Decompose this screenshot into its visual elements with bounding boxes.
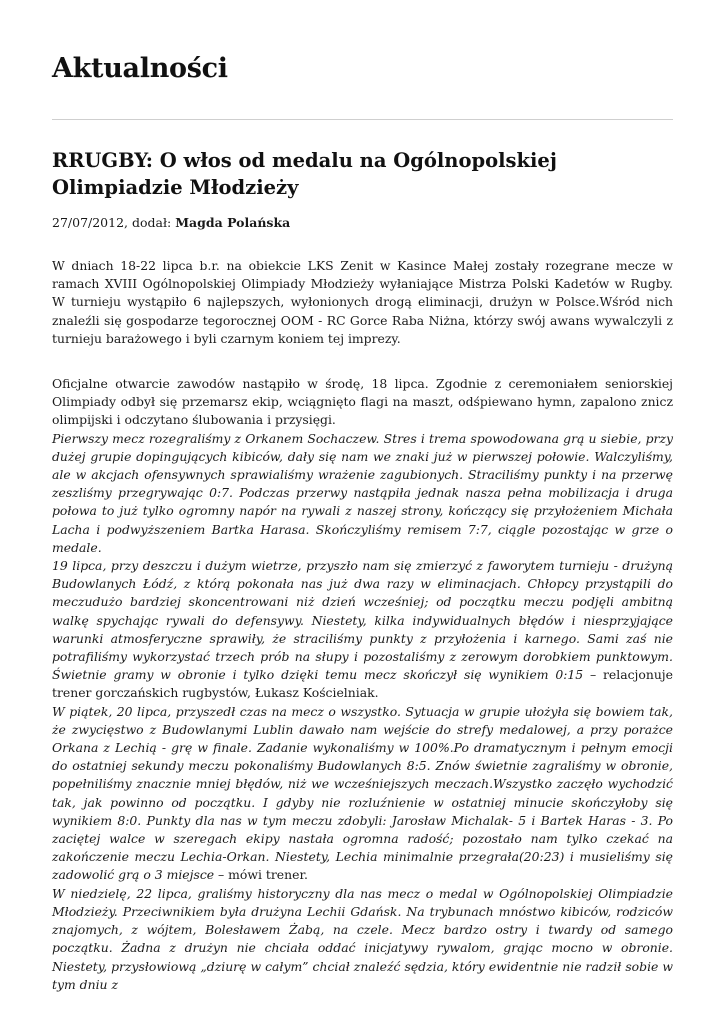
paragraph xyxy=(52,557,673,703)
paragraph xyxy=(52,703,673,885)
paragraph xyxy=(52,430,673,557)
quote: W niedzielę, 22 lipca, graliśmy historyczny dla nas mecz o medal w Ogólnopolskiej Olimpiadzie Młodzieży. Przeciwnikiem była drużyna Lechii Gdańsk. Na trybunach mnóstwo kibiców, rodziców znajomych, z wójtem, Bolesławem Żabą, na czele. Mecz bardzo ostry i twardy od samego początku. Żadna z drużyn nie chciała oddać inicjatywy rywalom, grając mocno w obronie. Niestety, przysłowiową „dziurę w całym” chciał znaleźć sędzia, który ewidentnie nie radził sobie w tym dniu z xyxy=(52,885,673,992)
quote: Pierwszy mecz rozegraliśmy z Orkanem Sochaczew. Stres i trema spowodowana grą u siebie, przy dużej grupie dopingujących kibiców, dały się nam we znaki już w pierwszej połowie. Walczyliśmy, ale w akcjach ofensywnych sprawialiśmy wrażenie zagubionych. Straciliśmy punkty i na przerwę zeszliśmy przegrywając 0:7. Podczas przerwy nastąpiła jednak nasza pełna mobilizacja i druga połowa to już tylko ogromny napór na rywali z naszej strony, kończący się przyłożeniem Michała Lacha i podwyższeniem Bartka Harasa. Skończyliśmy remisem 7:7, ciągle pozostając w grze o medale. xyxy=(52,430,673,555)
attribution: – mówi trener. xyxy=(214,867,308,883)
article-date: 27/07/2012 xyxy=(52,215,125,230)
article-title[interactable]: RRUGBY: O włos od medalu na Ogólnopolskiej Olimpiadzie Młodzieży xyxy=(52,149,557,199)
quote: W piątek, 20 lipca, przyszedł czas na mecz o wszystko. Sytuacja w grupie ułożyła się bowiem tak, że zwycięstwo z Budowlanymi Lublin dawało nam wejście do strefy medalowej, a przy porażce Orkana z Lechią - grę w finale. Zadanie wykonaliśmy w 100%.Po dramatycznym i pełnym emocji do ostatniej sekundy meczu pokonaliśmy Budowlanych 8:5. Znów świetnie zagraliśmy w obronie, popełniliśmy znacznie mniej błędów, niż we wcześniejszych meczach.Wszystko zaczęło wychodzić tak, jak powinno od początku. I gdyby nie rozluźnienie w ostatniej minucie skończyłoby się wynikiem 8:0. Punkty dla nas w tym meczu zdobyli: Jarosław Michalak- 5 i Bartek Haras - 3. Po zaciętej walce w szeregach ekipy nastała ogromna radość; pozostało nam tylko czekać na zakończenie meczu Lechia-Orkan. Niestety, Lechia minimalnie przegrała(20:23) i musieliśmy się zadowolić grą o 3 miejsce xyxy=(52,703,673,883)
article-body xyxy=(52,375,673,994)
article-author: Magda Polańska xyxy=(175,215,291,230)
paragraph: Oficjalne otwarcie zawodów nastąpiło w środę, 18 lipca. Zgodnie z ceremoniałem seniorskiej Olimpiady odbył się przemarsz ekip, wciągnięto flagi na maszt, odśpiewano hymn, zapalono znicz olimpijski i odczytano ślubowania i przysięgi. xyxy=(52,376,673,428)
added-by-label: , dodał: xyxy=(124,215,176,230)
quote: 19 lipca, przy deszczu i dużym wietrze, przyszło nam się zmierzyć z faworytem turnieju - drużyną Budowlanych Łódź, z którą pokonała nas już dwa razy w eliminacjach. Chłopcy przystąpili do meczudużo bardziej skoncentrowani niż dzień wcześniej; od początku meczu podjęli ambitną walkę spychając rywali do defensywy. Niestety, kilka indywidualnych błędów i niesprzyjające warunki atmosferyczne sprawiły, że straciliśmy punkty z przyłożenia i karnego. Sami zaś nie potrafiliśmy wykorzystać trzech prób na słupy i pozostaliśmy z zerowym dorobkiem punktowym. Świetnie gramy w obronie i tylko dzięki temu mecz skończył się wynikiem 0:15 xyxy=(52,558,673,683)
paragraph: W dniach 18-22 lipca b.r. na obiekcie LKS Zenit w Kasince Małej zostały rozegrane mecze w ramach XVIII Ogólnopolskiej Olimpiady Młodzieży wyłaniające Mistrza Polski Kadetów w Rugby. W turnieju wystąpiło 6 najlepszych, wyłonionych drogą eliminacji, drużyn w Polsce.Wśród nich znaleźli się gospodarze tegorocznej OOM - RC Gorce Raba Niżna, którzy swój awans wywalczyli z turnieju barażowego i byli czarnym koniem tej imprezy. xyxy=(52,258,673,346)
paragraph xyxy=(52,885,673,994)
attribution: – relacjonuje trener gorczańskich rugbystów, Łukasz Kościelniak. xyxy=(52,667,673,701)
article-meta xyxy=(52,214,290,232)
article-intro xyxy=(52,257,673,348)
section-title: Aktualności xyxy=(52,53,228,84)
divider xyxy=(52,119,673,120)
